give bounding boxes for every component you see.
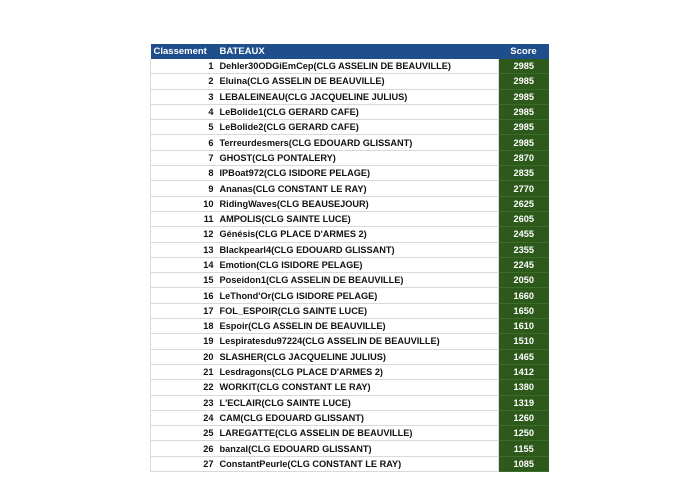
score-cell: 1260	[499, 410, 549, 425]
table-row	[151, 441, 549, 456]
table-row	[151, 380, 549, 395]
boat-name-cell: LeThond'Or(CLG ISIDORE PELAGE)	[218, 288, 499, 303]
rank-cell: 8	[151, 166, 218, 181]
boat-name-cell: Terreurdesmers(CLG EDOUARD GLISSANT)	[218, 135, 499, 150]
rank-cell: 22	[151, 380, 218, 395]
boat-name-cell: Lespiratesdu97224(CLG ASSELIN DE BEAUVILLE)	[218, 334, 499, 349]
rank-cell: 10	[151, 196, 218, 211]
score-cell: 2985	[499, 120, 549, 135]
rank-cell: 9	[151, 181, 218, 196]
table-row	[151, 211, 549, 226]
boat-name-cell: Blackpearl4(CLG EDOUARD GLISSANT)	[218, 242, 499, 257]
boat-name-cell: FOL_ESPOIR(CLG SAINTE LUCE)	[218, 303, 499, 318]
rank-cell: 18	[151, 319, 218, 334]
table-row	[151, 196, 549, 211]
boat-name-cell: ConstantPeurle(CLG CONSTANT LE RAY)	[218, 456, 499, 471]
table-row	[151, 242, 549, 257]
table-row	[151, 135, 549, 150]
rank-cell: 5	[151, 120, 218, 135]
score-cell: 1660	[499, 288, 549, 303]
rank-cell: 16	[151, 288, 218, 303]
boat-name-cell: banzal(CLG EDOUARD GLISSANT)	[218, 441, 499, 456]
score-cell: 2985	[499, 135, 549, 150]
rank-cell: 26	[151, 441, 218, 456]
table-row	[151, 150, 549, 165]
boat-name-cell: Lesdragons(CLG PLACE D'ARMES 2)	[218, 364, 499, 379]
table-row	[151, 227, 549, 242]
rank-cell: 1	[151, 59, 218, 74]
boat-name-cell: L'ECLAIR(CLG SAINTE LUCE)	[218, 395, 499, 410]
table-body	[151, 59, 549, 472]
score-cell: 2625	[499, 196, 549, 211]
rank-cell: 13	[151, 242, 218, 257]
rank-cell: 14	[151, 257, 218, 272]
boat-name-cell: LAREGATTE(CLG ASSELIN DE BEAUVILLE)	[218, 426, 499, 441]
boat-name-cell: AMPOLIS(CLG SAINTE LUCE)	[218, 211, 499, 226]
boat-name-cell: Espoir(CLG ASSELIN DE BEAUVILLE)	[218, 319, 499, 334]
boat-name-cell: Eluina(CLG ASSELIN DE BEAUVILLE)	[218, 74, 499, 89]
score-cell: 2455	[499, 227, 549, 242]
boat-name-cell: IPBoat972(CLG ISIDORE PELAGE)	[218, 166, 499, 181]
rank-cell: 11	[151, 211, 218, 226]
boat-name-cell: Dehler30ODGiEmCep(CLG ASSELIN DE BEAUVILLE)	[218, 59, 499, 74]
score-cell: 1085	[499, 456, 549, 471]
score-cell: 1250	[499, 426, 549, 441]
rank-cell: 12	[151, 227, 218, 242]
score-cell: 1319	[499, 395, 549, 410]
rank-cell: 24	[151, 410, 218, 425]
boat-name-cell: LeBolide1(CLG GERARD CAFE)	[218, 104, 499, 119]
header-rank: Classement	[151, 44, 218, 59]
score-cell: 2050	[499, 273, 549, 288]
boat-name-cell: LeBolide2(CLG GERARD CAFE)	[218, 120, 499, 135]
table-row	[151, 104, 549, 119]
boat-name-cell: Poseidon1(CLG ASSELIN DE BEAUVILLE)	[218, 273, 499, 288]
table-row	[151, 89, 549, 104]
table-row	[151, 395, 549, 410]
table-row	[151, 410, 549, 425]
table-row	[151, 349, 549, 364]
score-cell: 1650	[499, 303, 549, 318]
score-cell: 2355	[499, 242, 549, 257]
boat-name-cell: GHOST(CLG PONTALERY)	[218, 150, 499, 165]
rank-cell: 19	[151, 334, 218, 349]
boat-name-cell: Emotion(CLG ISIDORE PELAGE)	[218, 257, 499, 272]
rank-cell: 2	[151, 74, 218, 89]
table-header	[151, 44, 549, 59]
table-row	[151, 120, 549, 135]
rank-cell: 6	[151, 135, 218, 150]
rank-cell: 25	[151, 426, 218, 441]
table-row	[151, 288, 549, 303]
table-row	[151, 303, 549, 318]
table-row	[151, 181, 549, 196]
score-cell: 1412	[499, 364, 549, 379]
boat-name-cell: CAM(CLG EDOUARD GLISSANT)	[218, 410, 499, 425]
boat-name-cell: LEBALEINEAU(CLG JACQUELINE JULIUS)	[218, 89, 499, 104]
rank-cell: 17	[151, 303, 218, 318]
table-row	[151, 456, 549, 471]
score-cell: 2985	[499, 104, 549, 119]
score-cell: 2605	[499, 211, 549, 226]
header-boats: BATEAUX	[218, 44, 499, 59]
rank-cell: 15	[151, 273, 218, 288]
score-cell: 2985	[499, 59, 549, 74]
boat-name-cell: RidingWaves(CLG BEAUSEJOUR)	[218, 196, 499, 211]
table-row	[151, 319, 549, 334]
rank-cell: 21	[151, 364, 218, 379]
table-row	[151, 257, 549, 272]
score-cell: 2770	[499, 181, 549, 196]
score-cell: 1380	[499, 380, 549, 395]
rank-cell: 27	[151, 456, 218, 471]
rank-cell: 3	[151, 89, 218, 104]
score-cell: 1510	[499, 334, 549, 349]
score-cell: 2985	[499, 74, 549, 89]
score-cell: 1155	[499, 441, 549, 456]
score-cell: 1465	[499, 349, 549, 364]
table-row	[151, 426, 549, 441]
table-row	[151, 364, 549, 379]
header-row	[151, 44, 549, 59]
score-cell: 2835	[499, 166, 549, 181]
table-row	[151, 59, 549, 74]
rank-cell: 20	[151, 349, 218, 364]
ranking-table	[150, 44, 549, 472]
table-row	[151, 334, 549, 349]
header-score: Score	[499, 44, 549, 59]
score-cell: 2245	[499, 257, 549, 272]
table-row	[151, 74, 549, 89]
boat-name-cell: Génésis(CLG PLACE D'ARMES 2)	[218, 227, 499, 242]
boat-name-cell: SLASHER(CLG JACQUELINE JULIUS)	[218, 349, 499, 364]
rank-cell: 4	[151, 104, 218, 119]
rank-cell: 23	[151, 395, 218, 410]
table-row	[151, 166, 549, 181]
rank-cell: 7	[151, 150, 218, 165]
score-cell: 2870	[499, 150, 549, 165]
score-cell: 1610	[499, 319, 549, 334]
table-row	[151, 273, 549, 288]
boat-name-cell: Ananas(CLG CONSTANT LE RAY)	[218, 181, 499, 196]
score-cell: 2985	[499, 89, 549, 104]
boat-name-cell: WORKIT(CLG CONSTANT LE RAY)	[218, 380, 499, 395]
